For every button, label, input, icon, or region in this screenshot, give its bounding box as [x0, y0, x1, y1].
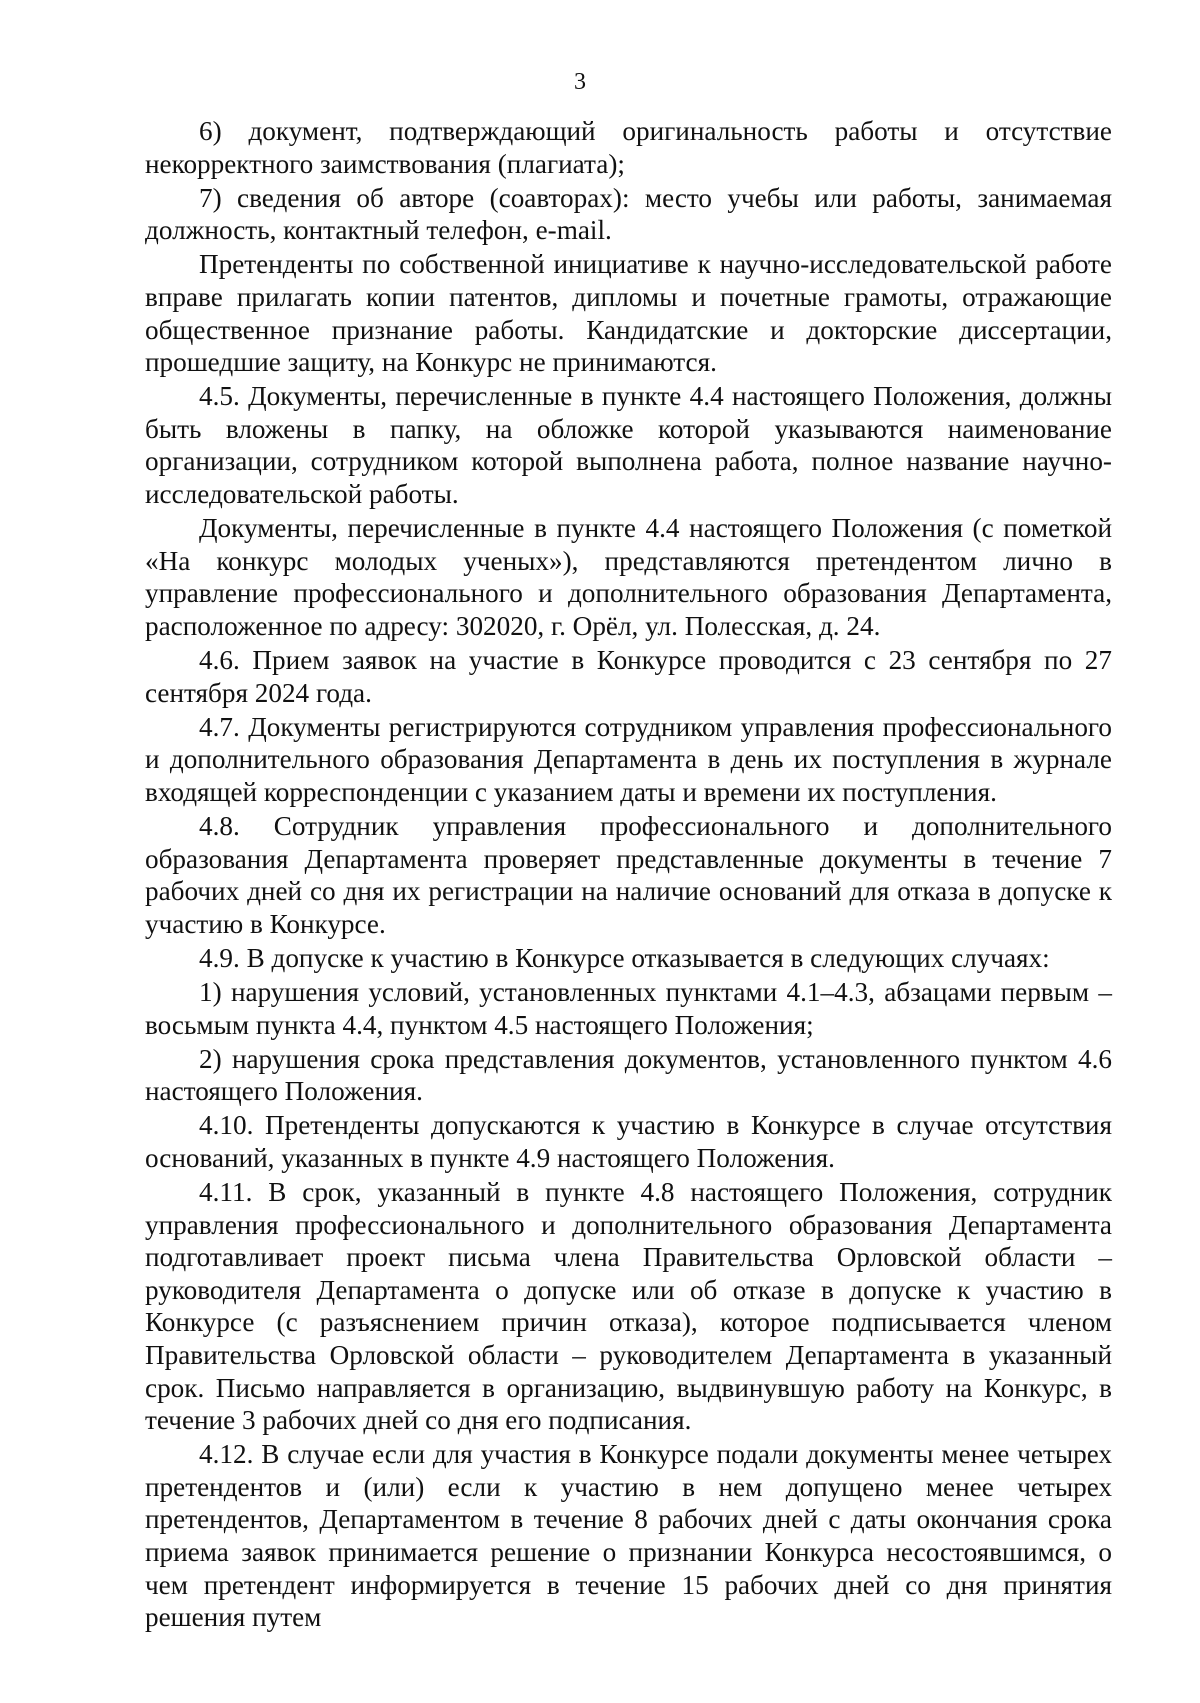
paragraph-submission-address: Документы, перечисленные в пункте 4.4 настоящего Положения (с пометкой «На конкурс молодых ученых»), представляются претендентом лично в управление профессионального и дополнительного образования Департамента, расположенное по адресу: 302020, г. Орёл, ул. Полесская, д. 24. — [145, 513, 1112, 641]
paragraph-4-8: 4.8. Сотрудник управления профессионального и дополнительного образования Департамента проверяет представленные документы в течение 7 рабочих дней со дня их регистрации на наличие оснований для отказа в допуске к участию в Конкурсе. — [145, 810, 1112, 939]
paragraph-optional-attachments: Претенденты по собственной инициативе к научно-исследовательской работе вправе прилагать копии патентов, дипломы и почетные грамоты, отражающие общественное признание работы. Кандидатские и докторские диссертации, прошедшие защиту, на Конкурс не принимаются. — [145, 249, 1112, 378]
paragraph-4-12: 4.12. В случае если для участия в Конкурсе подали документы менее четырех претендентов и (или) если к участию в нем допущено менее четырех претендентов, Департаментом в течение 8 рабочих дней с даты окончания срока приема заявок принимается решение о признании Конкурса несостоявшимся, о чем претендент информируется в течение 15 рабочих дней со дня принятия решения путем — [145, 1439, 1112, 1633]
page-number: 3 — [574, 69, 586, 95]
paragraph-4-9-item-2: 2) нарушения срока представления документов, установленного пунктом 4.6 настоящего Положения. — [145, 1043, 1112, 1107]
document-body — [145, 115, 1112, 1635]
paragraph-item-6: 6) документ, подтверждающий оригинальность работы и отсутствие некорректного заимствования (плагиата); — [145, 116, 1112, 179]
paragraph-item-7: 7) сведения об авторе (соавторах): место учебы или работы, занимаемая должность, контактный телефон, e-mail. — [145, 182, 1112, 246]
paragraph-4-9-item-1: 1) нарушения условий, установленных пунктами 4.1–4.3, абзацами первым – восьмым пункта 4.4, пунктом 4.5 настоящего Положения; — [145, 976, 1112, 1040]
paragraph-4-11: 4.11. В срок, указанный в пункте 4.8 настоящего Положения, сотрудник управления профессионального и дополнительного образования Департамента подготавливает проект письма члена Правительства Орловской области – руководителя Департамента о допуске или об отказе в допуске к участию в Конкурсе (с разъяснением причин отказа), которое подписывается членом Правительства Орловской области – руководителем Департамента в указанный срок. Письмо направляется в организацию, выдвинувшую работу на Конкурс, в течение 3 рабочих дней со дня его подписания. — [145, 1177, 1112, 1436]
paragraph-4-10: 4.10. Претенденты допускаются к участию в Конкурсе в случае отсутствия оснований, указанных в пункте 4.9 настоящего Положения. — [145, 1110, 1112, 1173]
paragraph-4-7: 4.7. Документы регистрируются сотрудником управления профессионального и дополнительного образования Департамента в день их поступления в журнале входящей корреспонденции с указанием даты и времени их поступления. — [145, 711, 1112, 807]
paragraph-4-5: 4.5. Документы, перечисленные в пункте 4.4 настоящего Положения, должны быть вложены в папку, на обложке которой указываются наименование организации, сотрудником которой выполнена работа, полное название научно-исследовательской работы. — [145, 381, 1112, 510]
paragraph-4-6: 4.6. Прием заявок на участие в Конкурсе проводится с 23 сентября по 27 сентября 2024 года. — [145, 645, 1112, 708]
paragraph-4-9: 4.9. В допуске к участию в Конкурсе отказывается в следующих случаях: — [199, 942, 1050, 973]
